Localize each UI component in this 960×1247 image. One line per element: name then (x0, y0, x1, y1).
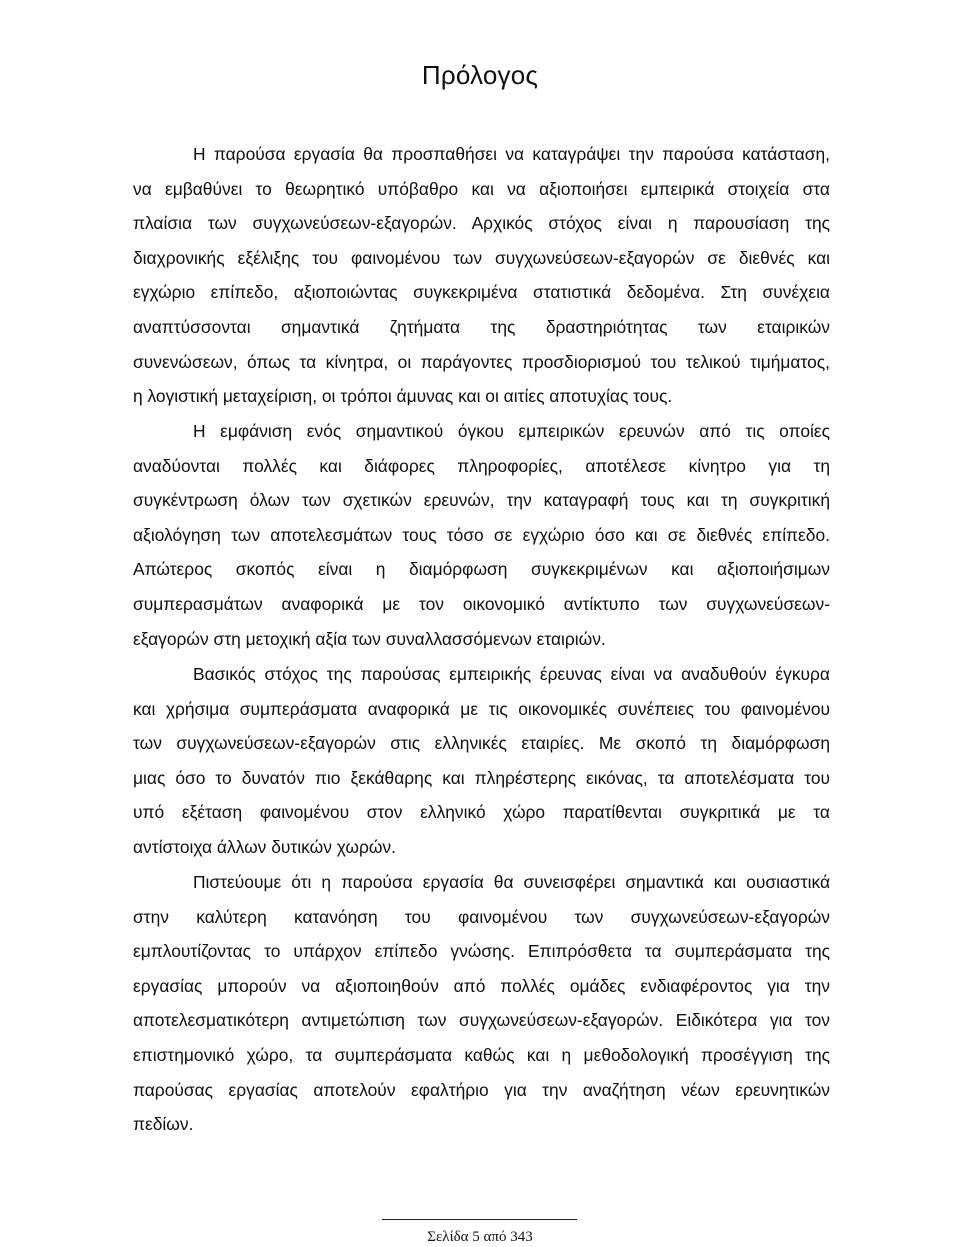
paragraph-line: αναπτύσσονται σημαντικά ζητήματα της δραστηριότητας των εταιρικών (133, 316, 830, 337)
paragraph-line: Απώτερος σκοπός είναι η διαμόρφωση συγκεκριμένων και αξιοποιήσιμων (133, 559, 830, 580)
paragraph-line: αξιολόγηση των αποτελεσμάτων τους τόσο σε εγχώριο όσο και σε διεθνές επίπεδο. (133, 524, 830, 545)
paragraph-line: στην καλύτερη κατανόηση του φαινομένου των συγχωνεύσεων-εξαγορών (133, 906, 830, 927)
paragraph-line: παρούσας εργασίας αποτελούν εφαλτήριο για την αναζήτηση νέων ερευνητικών (133, 1079, 830, 1100)
footer-divider (382, 1219, 577, 1220)
paragraph-line: και χρήσιμα συμπεράσματα αναφορικά με τις οικονομικές συνέπειες του φαινομένου (133, 698, 830, 719)
paragraph-line: συμπερασμάτων αναφορικά με τον οικονομικό αντίκτυπο των συγχωνεύσεων- (133, 593, 830, 614)
paragraph-line: επιστημονικό χώρο, τα συμπεράσματα καθώς και η μεθοδολογική προσέγγιση της (133, 1044, 830, 1065)
paragraph-line: συγκέντρωση όλων των σχετικών ερευνών, την καταγραφή τους και τη συγκριτική (133, 490, 830, 511)
paragraph-1 (133, 137, 830, 414)
page-footer: Σελίδα 5 από 343 (427, 1229, 533, 1245)
paragraph-line: Η παρούσα εργασία θα προσπαθήσει να καταγράψει την παρούσα κατάσταση, (193, 144, 830, 164)
paragraph-line: αναδύονται πολλές και διάφορες πληροφορίες, αποτέλεσε κίνητρο για τη (133, 455, 830, 476)
paragraph-3 (133, 657, 830, 865)
paragraph-line: Πιστεύουμε ότι η παρούσα εργασία θα συνεισφέρει σημαντικά και ουσιαστικά (193, 872, 830, 892)
paragraph-line: Η εμφάνιση ενός σημαντικού όγκου εμπειρικών ερευνών από τις οποίες (193, 421, 830, 441)
paragraph-line: αντίστοιχα άλλων δυτικών χωρών. (133, 836, 396, 857)
paragraph-line: Βασικός στόχος της παρούσας εμπειρικής έρευνας είναι να αναδυθούν έγκυρα (193, 664, 830, 684)
paragraph-line: μιας όσο το δυνατόν πιο ξεκάθαρης και πληρέστερης εικόνας, τα αποτελέσματα του (133, 767, 830, 788)
paragraph-line: των συγχωνεύσεων-εξαγορών στις ελληνικές εταιρίες. Με σκοπό τη διαμόρφωση (133, 733, 830, 754)
paragraph-line: αποτελεσματικότερη αντιμετώπιση των συγχωνεύσεων-εξαγορών. Ειδικότερα για τον (133, 1010, 830, 1031)
paragraph-line: συνενώσεων, όπως τα κίνητρα, οι παράγοντες προσδιορισμού του τελικού τιμήματος, (133, 351, 830, 372)
paragraph-line: πλαίσια των συγχωνεύσεων-εξαγορών. Αρχικός στόχος είναι η παρουσίαση της (133, 213, 830, 234)
paragraph-line: διαχρονικής εξέλιξης του φαινομένου των συγχωνεύσεων-εξαγορών σε διεθνές και (133, 247, 830, 268)
paragraph-2 (133, 414, 830, 656)
paragraph-line: εμπλουτίζοντας το υπάρχον επίπεδο γνώσης. Επιπρόσθετα τα συμπεράσματα της (133, 941, 830, 962)
paragraph-line: να εμβαθύνει το θεωρητικό υπόβαθρο και να αξιοποιήσει εμπειρικά στοιχεία στα (133, 178, 830, 199)
paragraph-4 (133, 865, 830, 1142)
paragraph-line: υπό εξέταση φαινομένου στον ελληνικό χώρο παρατίθενται συγκριτικά με τα (133, 802, 830, 823)
paragraph-line: πεδίων. (133, 1114, 194, 1135)
paragraph-line: εργασίας μπορούν να αξιοποιηθούν από πολλές ομάδες ενδιαφέροντος για την (133, 975, 830, 996)
page-title: Πρόλογος (421, 60, 539, 90)
paragraph-line: εγχώριο επίπεδο, αξιοποιώντας συγκεκριμένα στατιστικά δεδομένα. Στη συνέχεια (133, 282, 830, 303)
paragraph-line: εξαγορών στη μετοχική αξία των συναλλασσόμενων εταιριών. (133, 628, 606, 649)
paragraph-line: η λογιστική μεταχείριση, οι τρόποι άμυνας και οι αιτίες αποτυχίας τους. (133, 386, 673, 407)
